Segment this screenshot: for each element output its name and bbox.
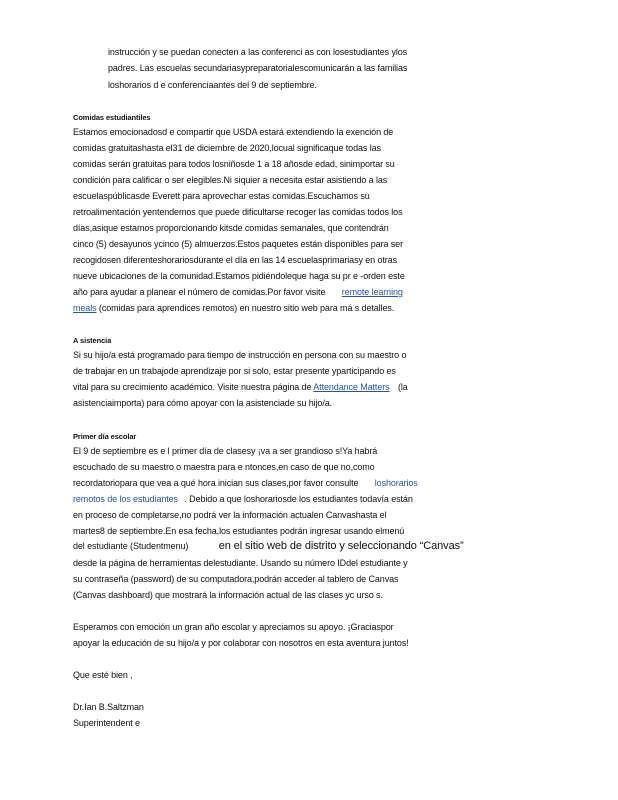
first-day-line-6: martes8 de septiembre.En esa fecha,los estudiantes podrán ingresar usando elmenú xyxy=(73,526,405,536)
signature-name: Dr.Ian B.Saltzman xyxy=(73,702,144,712)
first-day-line-1: El 9 de septiembre es e l primer día de clasesy ¡va a ser grandioso s!Ya habrá xyxy=(73,446,378,456)
intro-line-1: instrucción y se puedan conecten a las conferenci as con losestudiantes ylos xyxy=(108,47,408,57)
attendance-line-3-tail: (la xyxy=(397,382,408,392)
first-day-line-7-text: del estudiante (Studentmenu) xyxy=(73,541,189,551)
meals-heading: Comidas estudiantiles xyxy=(73,113,151,122)
first-day-line-7-large: en el sitio web de distrito y seleccionando “Canvas” xyxy=(218,540,464,552)
meals-line-3: comidas serán gratuitas para todos losniñosde 1 a 18 añosde edad, sinimportar su xyxy=(73,159,395,169)
meals-line-11 xyxy=(73,287,403,298)
attendance-matters-link[interactable]: Attendance Matters xyxy=(313,382,390,392)
closing-line-1: Esperamos con emoción un gran año escolar y apreciamos su apoyo. ¡Graciaspor xyxy=(73,622,394,632)
meals-line-9: recogidosen diferenteshorariosdurante el día en las 14 escuelasprimariasy en otras xyxy=(73,255,397,265)
meals-line-1: Estamos emocionadosd e compartir que USDA estará extendiendo la exención de xyxy=(73,127,394,137)
intro-line-2: padres. Las escuelas secundariasypreparatorialescomunicarán a las familias xyxy=(108,63,408,73)
closing-line-3: Que esté bien , xyxy=(73,670,133,680)
signature-title: Superintendent e xyxy=(73,718,140,728)
first-day-heading: Primer día escolar xyxy=(73,432,137,441)
first-day-line-5: en proceso de completarse,no podrá ver la información actualen Canvashasta el xyxy=(73,510,387,520)
first-day-line-10: (Canvas dashboard) que mostrará la información actual de las clases yc urso s. xyxy=(73,590,383,600)
meals-line-11-text: año para ayudar a planear el número de comidas.Por favor visite xyxy=(73,287,326,297)
student-schedules-link-cont[interactable]: remotos de los estudiantes xyxy=(73,494,178,504)
attendance-line-2: de trabajar en un trabajode aprendizaje por si solo, estar presente yparticipando es xyxy=(73,366,396,376)
first-day-line-2: escuchado de su maestro o maestra para e ntonces,en caso de que no,como xyxy=(73,462,375,472)
meals-line-4: condición para calificar o ser elegibles.Ni siquier a necesita estar asistiendo a las xyxy=(73,175,388,185)
closing-line-2: apoyar la educación de su hijo/a y por colaborar con nosotros en esta aventura juntos! xyxy=(73,638,409,648)
meals-line-8: cinco (5) desayunos ycinco (5) almuerzos.Estos paquetes están disponibles para ser xyxy=(73,239,403,249)
attendance-heading: A sistencia xyxy=(73,336,112,345)
meals-line-12 xyxy=(73,303,394,314)
first-day-line-4-text: . Debido a que loshorariosde los estudiantes todavía están xyxy=(184,494,413,504)
meals-line-7: días,asique estamos proporcionando kitsde comidas semanales, que contendrán xyxy=(73,223,389,233)
first-day-line-8: desde la página de herramientas delestudiante. Usando su número IDdel estudiante y xyxy=(73,558,408,568)
attendance-line-3 xyxy=(73,382,408,393)
first-day-line-7 xyxy=(73,541,464,552)
student-schedules-link[interactable]: loshorarios xyxy=(374,478,418,488)
attendance-line-4: asistenciaimporta) para cómo apoyar con la asistenciade su hijo/a. xyxy=(73,398,333,408)
first-day-line-4 xyxy=(73,494,413,505)
meals-line-12-text: (comidas para aprendices remotos) en nuestro sitio web para má s detalles. xyxy=(98,303,395,313)
intro-line-3: loshorarios d e conferenciaantes del 9 de septiembre. xyxy=(108,80,317,90)
first-day-line-3-text: recordatoriopara que vea a qué hora inician sus clases,por favor consulte xyxy=(73,478,359,488)
meals-line-5: escuelaspúblicasde Everett para aprovechar estas comidas.Escuchamos su xyxy=(73,191,370,201)
remote-learning-meals-link[interactable]: remote learning xyxy=(341,287,403,297)
remote-learning-meals-link-cont[interactable]: meals xyxy=(73,303,97,313)
meals-line-2: comidas gratuitashasta el31 de diciembre de 2020,locual significaque todas las xyxy=(73,143,381,153)
attendance-line-1: Si su hijo/a está programado para tiempo de instrucción en persona con su maestro o xyxy=(73,350,407,360)
first-day-line-9: su contraseña (password) de su computadora,podrán acceder al tablero de Canvas xyxy=(73,574,399,584)
first-day-line-3 xyxy=(73,478,418,489)
meals-line-6: retroalimentación yentendemos que puede dificultarse recoger las comidas todos los xyxy=(73,207,403,217)
attendance-line-3-text: vital para su crecimiento académico. Visite nuestra página de xyxy=(73,382,312,392)
meals-line-10: nueve ubicaciones de la comunidad.Estamos pidiéndoleque haga su pr e -orden este xyxy=(73,271,405,281)
